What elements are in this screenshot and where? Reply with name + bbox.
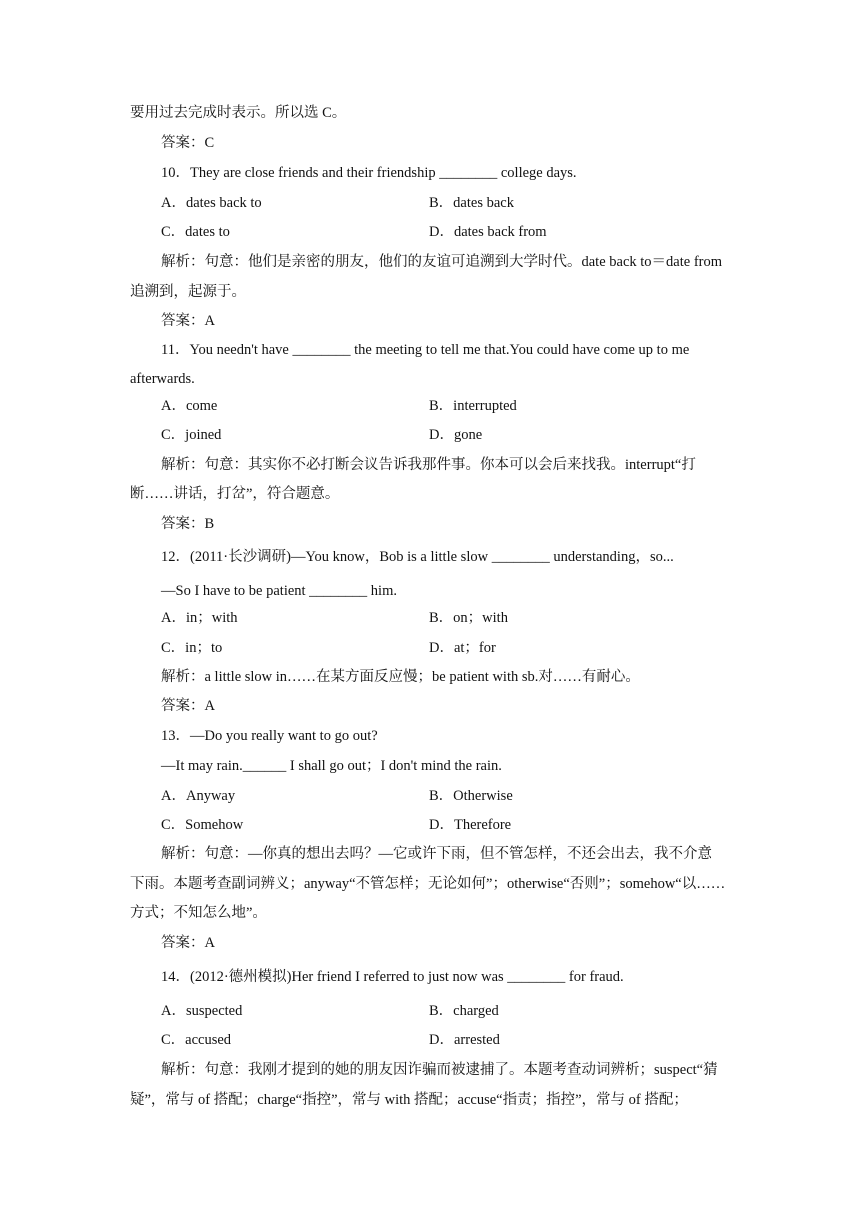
- option-a: A．in；with: [161, 610, 238, 626]
- answer-line: 答案：B: [161, 516, 215, 532]
- question-11: 11．You needn't have ________ the meeting to tell me that.You could have come up to me: [161, 342, 690, 358]
- option-b: B．interrupted: [429, 398, 517, 414]
- option-a: A．suspected: [161, 1003, 243, 1019]
- answer-line: 答案：A: [161, 313, 215, 329]
- option-d: D．arrested: [429, 1032, 500, 1048]
- analysis-line: 解析：句意：他们是亲密的朋友，他们的友谊可追溯到大学时代。date back to＝date from: [161, 254, 723, 270]
- option-b: B．charged: [429, 1003, 499, 1019]
- analysis-line: 解析：a little slow in……在某方面反应慢；be patient with sb.对……有耐心。: [161, 669, 640, 685]
- option-c: C．accused: [161, 1032, 232, 1048]
- option-c: C．dates to: [161, 224, 230, 240]
- analysis-line: 疑”，常与 of 搭配；charge“指控”，常与 with 搭配；accuse“指责；指控”，常与 of 搭配；: [130, 1092, 688, 1108]
- question-13: 13．—Do you really want to go out?: [161, 728, 378, 744]
- option-c: C．joined: [161, 427, 222, 443]
- answer-line: 答案：A: [161, 698, 215, 714]
- question-14: 14．(2012·德州模拟)Her friend I referred to just now was ________ for fraud.: [161, 969, 624, 985]
- question-10: 10．They are close friends and their friendship ________ college days.: [161, 165, 577, 181]
- analysis-line: 下雨。本题考查副词辨义；anyway“不管怎样；无论如何”；otherwise“否则”；somehow“以……: [130, 876, 726, 892]
- question-12: 12．(2011·长沙调研)—You know，Bob is a little slow ________ understanding，so...: [161, 549, 674, 565]
- option-d: D．gone: [429, 427, 483, 443]
- answer-line: 答案：A: [161, 935, 215, 951]
- option-a: A．come: [161, 398, 218, 414]
- question-11-continued: afterwards.: [130, 371, 195, 387]
- option-d: D．dates back from: [429, 224, 547, 240]
- option-b: B．dates back: [429, 195, 514, 211]
- option-c: C．in；to: [161, 640, 223, 656]
- analysis-line: 解析：句意：我刚才提到的她的朋友因诈骗而被逮捕了。本题考查动词辨析；suspect“猜: [161, 1062, 718, 1078]
- analysis-line: 断……讲话，打岔”，符合题意。: [130, 486, 340, 502]
- option-a: A．dates back to: [161, 195, 262, 211]
- option-d: D．Therefore: [429, 817, 512, 833]
- option-a: A．Anyway: [161, 788, 236, 804]
- option-d: D．at；for: [429, 640, 496, 656]
- option-c: C．Somehow: [161, 817, 244, 833]
- option-b: B．Otherwise: [429, 788, 513, 804]
- question-12-continued: —So I have to be patient ________ him.: [161, 583, 397, 599]
- analysis-line: 方式；不知怎么地”。: [130, 905, 267, 921]
- analysis-line: 解析：句意：其实你不必打断会议告诉我那件事。你本可以会后来找我。interrupt“打: [161, 457, 696, 473]
- question-13-continued: —It may rain.______ I shall go out；I don't mind the rain.: [161, 758, 502, 774]
- analysis-line: 追溯到，起源于。: [130, 284, 246, 300]
- answer-line: 答案：C: [161, 135, 215, 151]
- option-b: B．on；with: [429, 610, 508, 626]
- text-line: 要用过去完成时表示。所以选 C。: [130, 105, 347, 121]
- analysis-line: 解析：句意：—你真的想出去吗？—它或许下雨，但不管怎样，不还会出去，我不介意: [161, 846, 712, 862]
